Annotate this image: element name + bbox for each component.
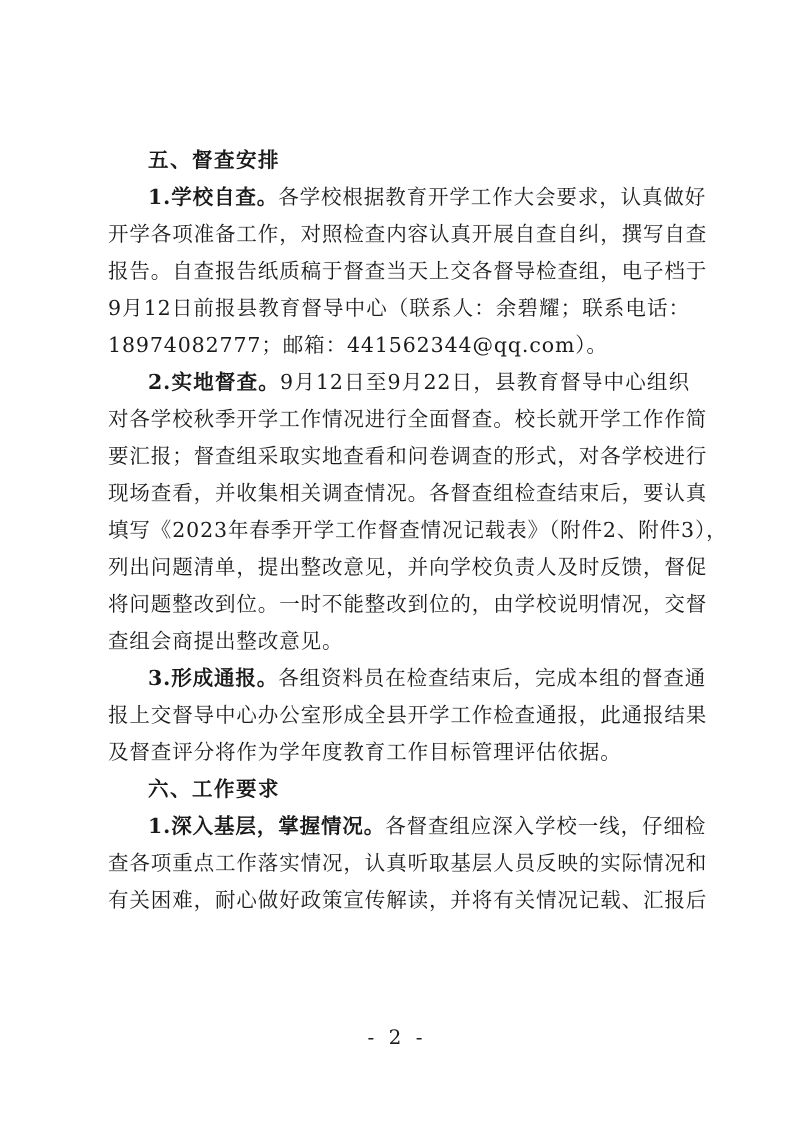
document-body xyxy=(108,142,728,919)
item-label: 3.形成通报。 xyxy=(148,666,279,690)
paragraph-line: 将问题整改到位。一时不能整改到位的，由学校说明情况，交督 xyxy=(108,592,708,616)
paragraph-line xyxy=(108,364,690,401)
paragraph-line: 要汇报；督查组采取实地查看和问卷调查的形式，对各学校进行 xyxy=(108,444,708,468)
paragraph-line: 对各学校秋季开学工作情况进行全面督查。校长就开学工作作简 xyxy=(108,407,708,431)
paragraph-line: 9月12日前报县教育督导中心（联系人：余碧耀；联系电话： xyxy=(108,296,690,320)
item-label: 2.实地督查。 xyxy=(148,370,280,394)
item-text: 各督查组应深入学校一线，仔细检 xyxy=(385,814,707,838)
item-text: 各学校根据教育开学工作大会要求，认真做好 xyxy=(278,185,707,209)
item-label: 1.深入基层，掌握情况。 xyxy=(148,814,386,838)
item-label: 1.学校自查。 xyxy=(148,185,279,209)
paragraph-line: 报上交督导中心办公室形成全县开学工作检查通报，此通报结果 xyxy=(108,703,708,727)
page-number: - 2 - xyxy=(367,1025,427,1049)
paragraph-line: 现场查看，并收集相关调查情况。各督查组检查结束后，要认真 xyxy=(108,481,708,505)
paragraph-line: 查各项重点工作落实情况，认真听取基层人员反映的实际情况和 xyxy=(108,851,708,875)
section-heading-5: 五、督查安排 xyxy=(148,148,280,172)
paragraph-line: 开学各项准备工作，对照检查内容认真开展自查自纠，撰写自查 xyxy=(108,222,708,246)
paragraph-line: 报告。自查报告纸质稿于督查当天上交各督导检查组，电子档于 xyxy=(108,259,708,283)
paragraph-line: 查组会商提出整改意见。 xyxy=(108,629,344,653)
paragraph-line: 18974082777；邮箱：441562344@qq.com）。 xyxy=(108,333,608,357)
paragraph-line: 及督查评分将作为学年度教育工作目标管理评估依据。 xyxy=(108,740,622,764)
paragraph-line: 列出问题清单，提出整改意见，并向学校负责人及时反馈，督促 xyxy=(108,555,708,579)
paragraph-line xyxy=(108,660,707,697)
paragraph-line xyxy=(108,179,707,216)
item-text: 各组资料员在检查结束后，完成本组的督查通 xyxy=(278,666,707,690)
paragraph-line: 填写《2023年春季开学工作督查情况记载表》（附件2、附件3）， xyxy=(108,518,728,542)
paragraph-line xyxy=(108,808,707,845)
item-text: 9月12日至9月22日，县教育督导中心组织 xyxy=(280,370,691,394)
section-heading-6: 六、工作要求 xyxy=(148,777,280,801)
paragraph-line: 有关困难，耐心做好政策宣传解读，并将有关情况记载、汇报后 xyxy=(108,888,708,912)
